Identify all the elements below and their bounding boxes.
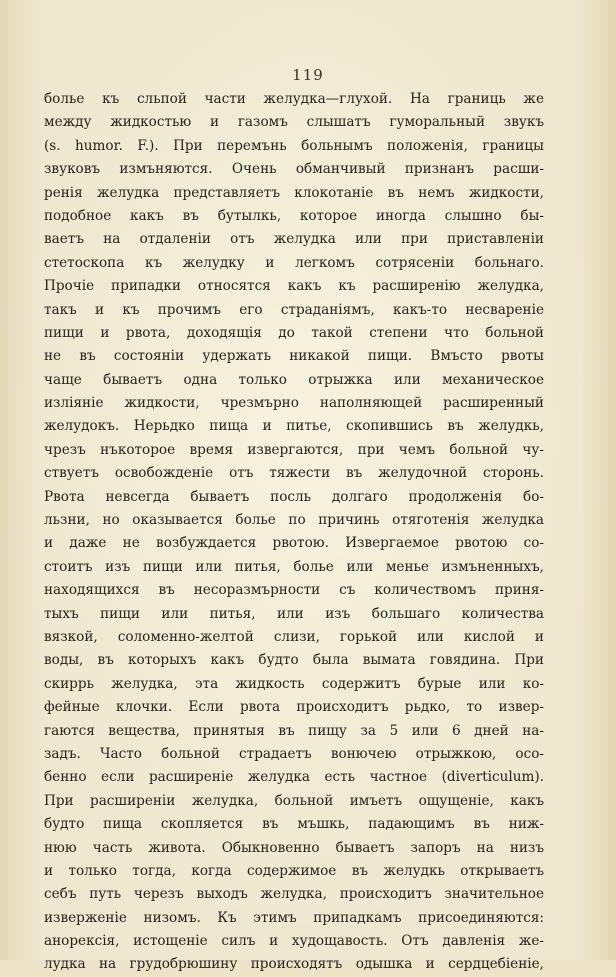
text-line: ренія желудка представляетъ клокотаніе въ немъ жидкости, (44, 184, 544, 201)
text-line: бенно если расширеніе желудка есть частное (diverticulum). (44, 769, 544, 786)
text-line: чаще бываетъ одна только отрыжка или механическое (44, 371, 544, 388)
text-line: стетоскопа къ желудку и легкомъ сотрясеніи больнаго. (44, 254, 544, 271)
text-line: между жидкостью и газомъ слышатъ гуморальный звукъ (44, 114, 544, 131)
text-line: и даже не возбуждается рвотою. Извергаемое рвотою со- (44, 535, 544, 552)
text-line: При расширеніи желудка, больной имъетъ ощущеніе, какъ (44, 792, 544, 809)
text-line: себъ путь черезъ выходъ желудка, происходитъ значительное (44, 886, 544, 903)
text-line: звуковъ измъняются. Очень обманчивый признанъ расши- (44, 161, 544, 178)
text-line: льзни, но оказывается болье по причинь отяготенія желудка (44, 512, 544, 529)
text-line: анорексія, истощеніе силъ и худощавость. Отъ давленія же- (44, 933, 544, 950)
text-line: Прочіе припадки относятся какъ къ расширенію желудка, (44, 278, 544, 295)
text-line: лудка на грудобрюшину происходятъ одышка и сердцебіеніе, (44, 956, 544, 973)
text-line: стоитъ изъ пищи или питья, болье или менье измъненныхъ, (44, 558, 544, 575)
page-number: 119 (292, 66, 324, 84)
text-line: чрезъ нъкоторое время извергаются, при чемъ больной чу- (44, 441, 544, 458)
text-line: (s. humor. F.). При перемънь больнымъ положенія, границы (44, 137, 544, 154)
body-text (44, 88, 544, 977)
text-line: задъ. Часто больной страдаетъ вонючею отрыжкою, осо- (44, 745, 544, 762)
text-line: не въ состояніи удержать никакой пищи. Вмъсто рвоты (44, 348, 544, 365)
text-line: тыхъ пищи или питья, или изъ большаго количества (44, 605, 544, 622)
text-line: пищи и рвота, доходящія до такой степени что больной (44, 324, 544, 341)
text-line: скиррь желудка, эта жидкость содержитъ бурые или ко- (44, 675, 544, 692)
text-line: подобное какъ въ бутылкь, которое иногда слышно бы- (44, 207, 544, 224)
text-line: болье къ сльпой части желудка—глухой. На границь же (44, 91, 544, 107)
text-line: Рвота невсегда бываетъ посль долгаго продолженія бо- (44, 488, 544, 505)
text-line: фейные клочки. Если рвота происходитъ рьдко, то извер- (44, 699, 544, 716)
text-line: такъ и къ прочимъ его страданіямъ, какъ-то несвареніе (44, 301, 544, 318)
text-line: вязкой, соломенно-желтой слизи, горькой или кислой и (44, 628, 544, 645)
text-line: будто пища скопляется въ мъшкь, падающимъ въ ниж- (44, 816, 544, 833)
text-line: гаются вещества, принятыя въ пищу за 5 или 6 дней на- (44, 722, 544, 739)
text-line: воды, въ которыхъ какъ будто была вымата говядина. При (44, 652, 544, 669)
text-line: ваетъ на отдаленіи отъ желудка или при приставленіи (44, 231, 544, 248)
text-line: нюю часть живота. Обыкновенно бываетъ запоръ на низъ (44, 839, 544, 856)
text-line: изліяніе жидкости, чрезмърно наполняющей расширенный (44, 395, 544, 412)
text-line: находящихся въ несоразмърности съ количествомъ приня- (44, 582, 544, 599)
text-line: изверженіе низомъ. Къ этимъ припадкамъ присоединяются: (44, 909, 544, 926)
text-line: ствуетъ освобожденіе отъ тяжести въ желудочной сторонь. (44, 465, 544, 482)
text-line: и только тогда, когда содержимое въ желудкь открываетъ (44, 862, 544, 879)
text-line: желудокъ. Нерьдко пища и питье, скопившись въ желудкь, (44, 418, 544, 435)
